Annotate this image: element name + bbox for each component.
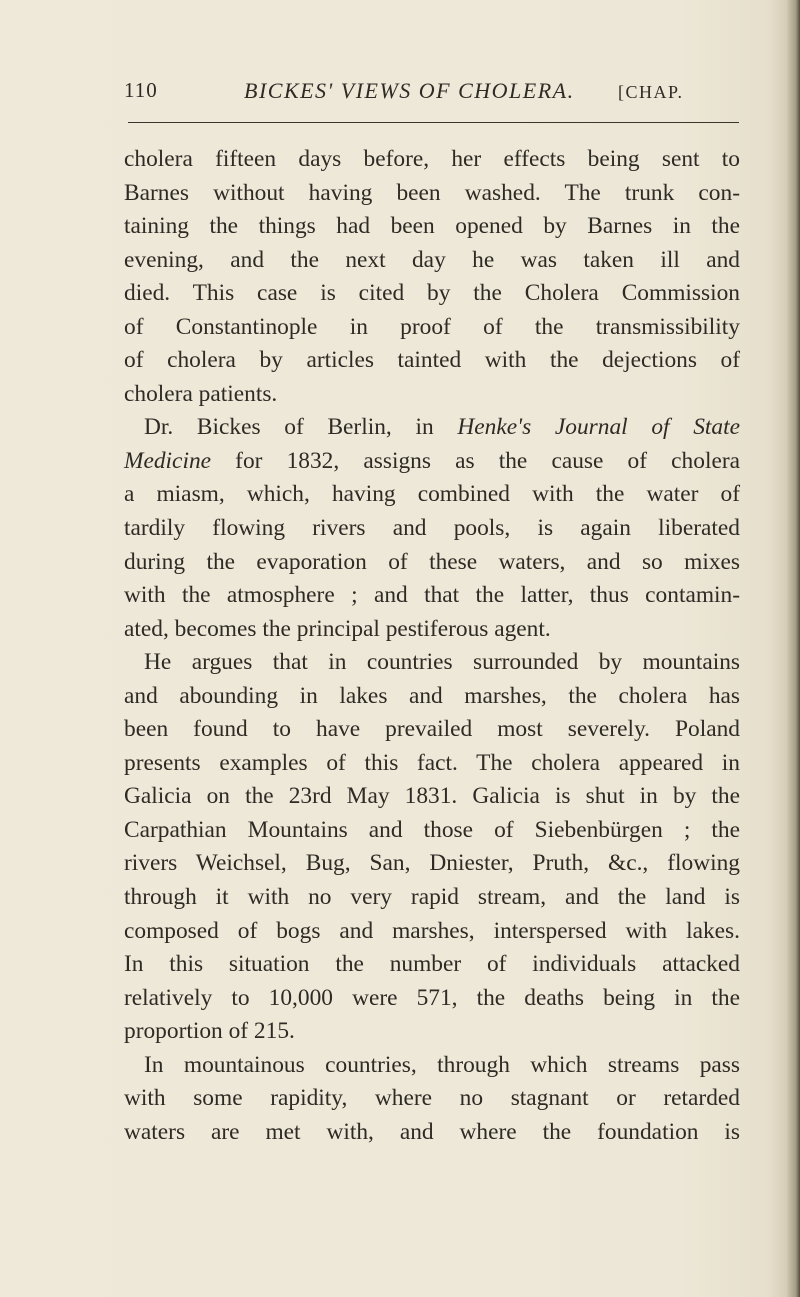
text-line: through it with no very rapid stream, and the land is [124, 884, 740, 911]
text-line: of cholera by articles tainted with the dejections of [124, 347, 740, 374]
text-line [124, 445, 740, 479]
text-run: for 1832, assigns as the cause of cholera [211, 447, 740, 474]
journal-title-part: Henke's Journal of State [457, 414, 740, 441]
text-line: taining the things had been opened by Barnes in the [124, 213, 740, 240]
text-line: of Constantinople in proof of the transmissibility [124, 313, 740, 340]
text-line: proportion of 215. [124, 1018, 295, 1045]
paragraph [124, 646, 740, 1049]
text-line: Galicia on the 23rd May 1831. Galicia is shut in by the [124, 783, 740, 810]
text-line: composed of bogs and marshes, interspersed with lakes. [124, 917, 740, 944]
text-line: tardily flowing rivers and pools, is again liberated [124, 515, 740, 542]
text-line: been found to have prevailed most severely. Poland [124, 716, 740, 743]
text-line: Barnes without having been washed. The trunk con- [124, 179, 740, 206]
body-text [124, 143, 740, 1149]
text-line: In mountainous countries, through which streams pass [144, 1051, 740, 1078]
text-line: ated, becomes the principal pestiferous agent. [124, 615, 551, 642]
text-line: cholera fifteen days before, her effects being sent to [124, 146, 740, 172]
text-line: Carpathian Mountains and those of Siebenbürgen ; the [124, 816, 740, 843]
journal-title-part: Medicine [124, 447, 212, 474]
text-line: during the evaporation of these waters, and so mixes [124, 548, 740, 575]
page-edge-shadow [786, 0, 800, 1297]
text-line: presents examples of this fact. The cholera appeared in [124, 749, 740, 776]
text-line: and abounding in lakes and marshes, the cholera has [124, 682, 740, 709]
text-line: with the atmosphere ; and that the latter, thus contamin- [124, 582, 740, 609]
text-line: rivers Weichsel, Bug, San, Dniester, Pruth, &c., flowing [124, 850, 740, 877]
page-header [0, 78, 800, 112]
text-line: evening, and the next day he was taken ill and [124, 246, 740, 273]
text-run: Dr. Bickes of Berlin, in [144, 414, 458, 441]
text-line: a miasm, which, having combined with the water of [124, 481, 740, 508]
paragraph [124, 143, 740, 411]
running-title: BICKES' VIEWS OF CHOLERA. [244, 78, 575, 103]
page-number: 110 [124, 78, 158, 102]
text-line: He argues that in countries surrounded by mountains [144, 649, 740, 676]
text-line: waters are met with, and where the foundation is [124, 1118, 740, 1145]
text-line: In this situation the number of individuals attacked [124, 951, 740, 978]
paragraph [124, 1049, 740, 1150]
text-line [124, 411, 740, 445]
text-line: cholera patients. [124, 380, 278, 407]
text-line: died. This case is cited by the Cholera Commission [124, 280, 740, 307]
paragraph [124, 411, 740, 646]
header-rule [128, 122, 739, 123]
chapter-mark: [CHAP. [618, 82, 684, 102]
text-line: with some rapidity, where no stagnant or retarded [124, 1085, 740, 1112]
text-line: relatively to 10,000 were 571, the deaths being in the [124, 984, 740, 1011]
